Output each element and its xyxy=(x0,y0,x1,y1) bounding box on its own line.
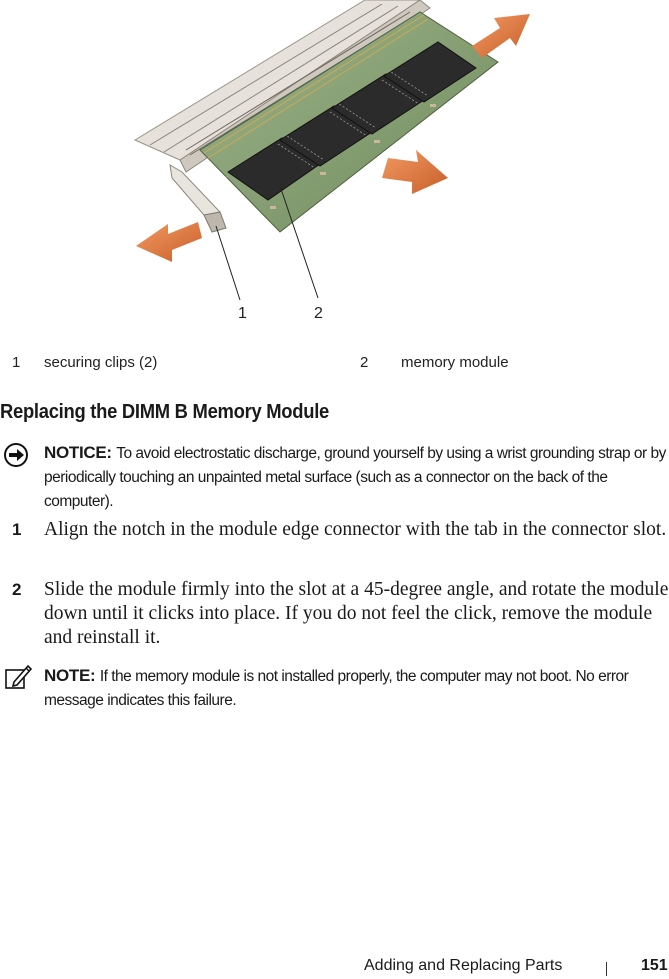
memory-module-illustration xyxy=(120,0,550,330)
step-2-number: 2 xyxy=(12,580,22,599)
legend-label-memory-module: memory module xyxy=(401,354,509,371)
note-label: NOTE: xyxy=(44,666,100,685)
footer-chapter-title: Adding and Replacing Parts xyxy=(364,957,563,974)
notice-icon xyxy=(4,443,28,467)
notice-block xyxy=(44,441,669,514)
footer-separator xyxy=(606,962,607,976)
legend-label-securing-clips: securing clips (2) xyxy=(44,354,158,371)
step-2-text: Slide the module firmly into the slot at a 45-degree angle, and rotate the module down until it clicks into place. If you do not feel the click, remove the module and reinstall it. xyxy=(44,579,669,648)
note-pencil-icon xyxy=(4,664,32,690)
arrow-lower-left xyxy=(136,222,202,262)
page-number: 151 xyxy=(641,957,668,974)
notice-body: To avoid electrostatic discharge, ground yourself by using a wrist grounding strap or by periodically touching an unpainted metal surface (such as a connector on the back of the computer). xyxy=(44,445,666,510)
section-title: Replacing the DIMM B Memory Module xyxy=(0,401,330,423)
callout-2: 2 xyxy=(314,305,323,322)
arrow-upper-right xyxy=(472,14,530,58)
memory-module-drawing xyxy=(120,0,550,330)
page-footer xyxy=(0,957,669,979)
callout-1: 1 xyxy=(238,305,247,322)
step-1-number: 1 xyxy=(12,520,22,539)
legend-num-2: 2 xyxy=(360,354,369,371)
arrow-middle xyxy=(382,150,448,194)
legend-num-1: 1 xyxy=(12,354,21,371)
note-block xyxy=(44,664,669,713)
figure-legend xyxy=(0,354,669,376)
note-body: If the memory module is not installed properly, the computer may not boot. No error message indicates this failure. xyxy=(44,668,629,709)
step-1-text: Align the notch in the module edge connector with the tab in the connector slot. xyxy=(44,519,667,540)
notice-label: NOTICE: xyxy=(44,443,117,462)
